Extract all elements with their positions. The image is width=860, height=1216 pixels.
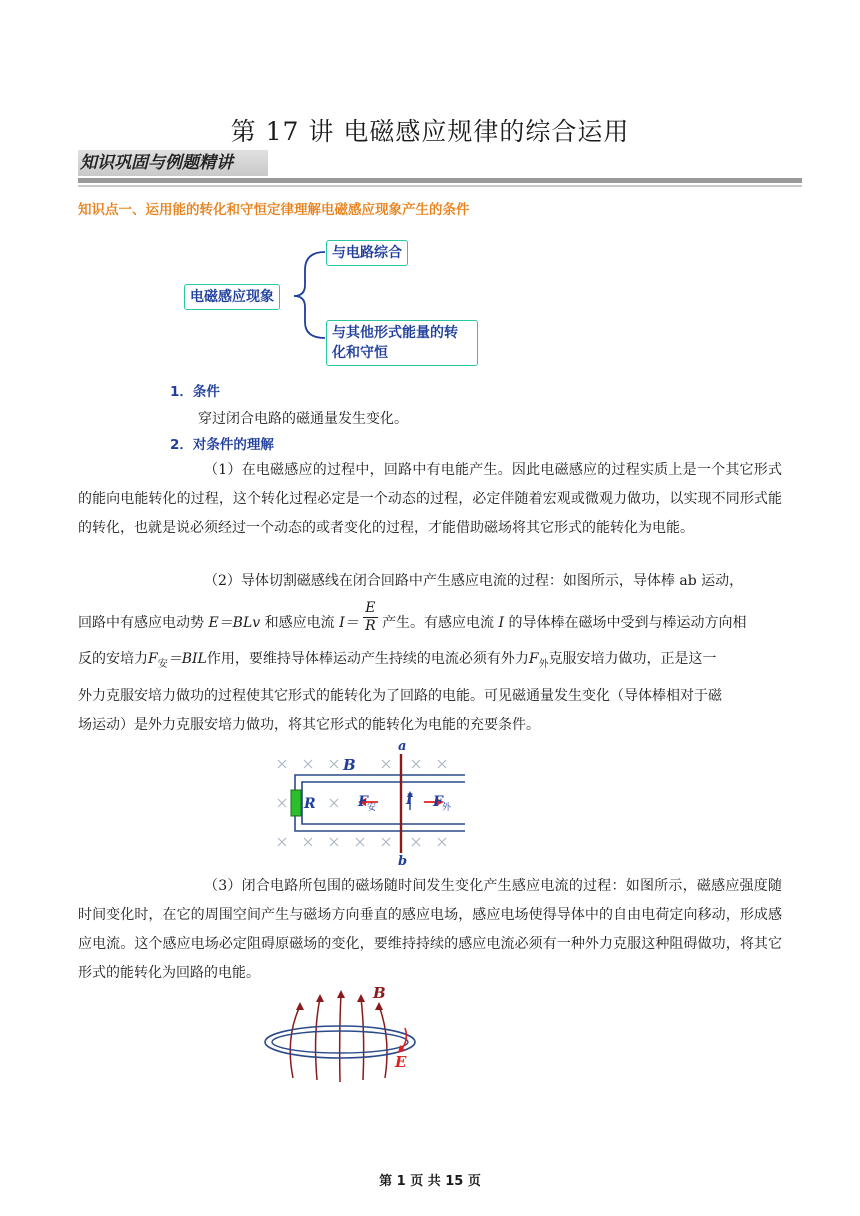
- current-equation-lhs: I＝: [339, 615, 359, 631]
- label-external-F: F: [433, 794, 443, 810]
- label-current-I: I: [406, 792, 413, 808]
- ampere-force-subscript: 安: [157, 658, 168, 670]
- paragraph-2-line1: （2）导体切割磁感线在闭合回路中产生感应电流的过程：如图所示，导体棒 ab 运动，: [204, 573, 744, 589]
- p2-text-b: 和感应电流: [264, 615, 335, 631]
- page-footer: 第 1 页 共 15 页: [379, 1174, 481, 1189]
- mindmap-branch-circuit: 与电路综合: [326, 240, 408, 266]
- knowledge-point-heading: 知识点一、运用能的转化和守恒定律理解电磁感应现象产生的条件: [78, 202, 470, 218]
- fraction-numerator: E: [363, 600, 378, 618]
- mindmap-branch-energy-line2: 化和守恒: [332, 345, 388, 361]
- condition-text: 穿过闭合电路的磁通量发生变化。: [198, 411, 408, 427]
- label-external-sub: 外: [442, 803, 452, 813]
- p2-text-d: 的导体棒在磁场中受到与棒运动方向相: [508, 615, 747, 631]
- paragraph-1: （1）在电磁感应的过程中，回路中有电能产生。因此电磁感应的过程实质上是一个其它形式的能向电能转化的过程，这个转化过程必定是一个动态的过程，必定伴随着宏观或微观力做功，以实现不同形式能的转化，也就是说必须经过一个动态的或者变化的过程，才能借助磁场将其它形式的能转化为电能。: [78, 462, 782, 536]
- p2-text-c: 产生。有感应电流: [382, 615, 495, 631]
- external-force-symbol: F: [528, 651, 539, 667]
- p2-text-e: 反的安培力: [78, 651, 148, 667]
- current-symbol: I: [498, 615, 505, 631]
- paragraph-2-line5: 场运动）是外力克服安培力做功，将其它形式的能转化为电能的充要条件。: [78, 717, 540, 733]
- p2-text-a: 回路中有感应电动势: [78, 615, 204, 631]
- paragraph-2-line3: [78, 648, 717, 670]
- resistor: [291, 790, 301, 816]
- field-lines: [290, 994, 387, 1082]
- paragraph-2-line2: [78, 600, 747, 642]
- mindmap-branch-energy-line1: 与其他形式能量的转: [332, 325, 458, 341]
- label-a: a: [398, 739, 407, 754]
- figure-ring-field: [255, 978, 425, 1088]
- emf-equation: E＝BLv: [208, 615, 261, 631]
- label-ampere-sub: 安: [367, 803, 377, 813]
- page-title: 第 17 讲 电磁感应规律的综合运用: [230, 117, 630, 146]
- heading-condition: 1．条件: [170, 384, 220, 400]
- current-fraction: [363, 600, 378, 635]
- ampere-force-symbol: F: [148, 651, 158, 667]
- p2-text-g: 克服安培力做功，正是这一: [548, 651, 717, 667]
- field-arrowheads: [296, 990, 383, 1010]
- figure-rails-rod: [270, 738, 500, 868]
- mindmap-branch-energy: [326, 320, 478, 366]
- label-b: b: [398, 854, 408, 868]
- mindmap-root: 电磁感应现象: [184, 284, 280, 310]
- paragraph-2-line4: 外力克服安培力做功的过程使其它形式的能转化为了回路的电能。可见磁通量发生变化（导体棒相对于磁: [78, 688, 722, 704]
- fraction-denominator: R: [365, 618, 376, 634]
- label-electric-E: E: [395, 1053, 407, 1071]
- label-field-B-2: B: [373, 984, 386, 1002]
- label-ampere-F: F: [358, 794, 368, 810]
- section-banner: 知识巩固与例题精讲: [78, 150, 268, 176]
- p2-text-f: 作用，要维持导体棒运动产生持续的电流必须有外力: [206, 651, 529, 667]
- label-field-B: B: [343, 756, 356, 774]
- external-force-subscript: 外: [538, 658, 549, 670]
- label-resistor-R: R: [304, 796, 316, 812]
- heading-understanding: 2．对条件的理解: [170, 437, 274, 453]
- paragraph-3: （3）闭合电路所包围的磁场随时间发生变化产生感应电流的过程：如图所示，磁感应强度随时间变化时，在它的周围空间产生与磁场方向垂直的感应电场，感应电场使得导体中的自由电荷定向移动，形成感应电流。这个感应电场必定阻碍原磁场的变化，要维持持续的感应电流必须有一种外力克服这种阻碍做功，将其它形式的能转化为回路的电能。: [78, 878, 782, 981]
- ampere-force-equation: ＝BIL: [167, 651, 207, 667]
